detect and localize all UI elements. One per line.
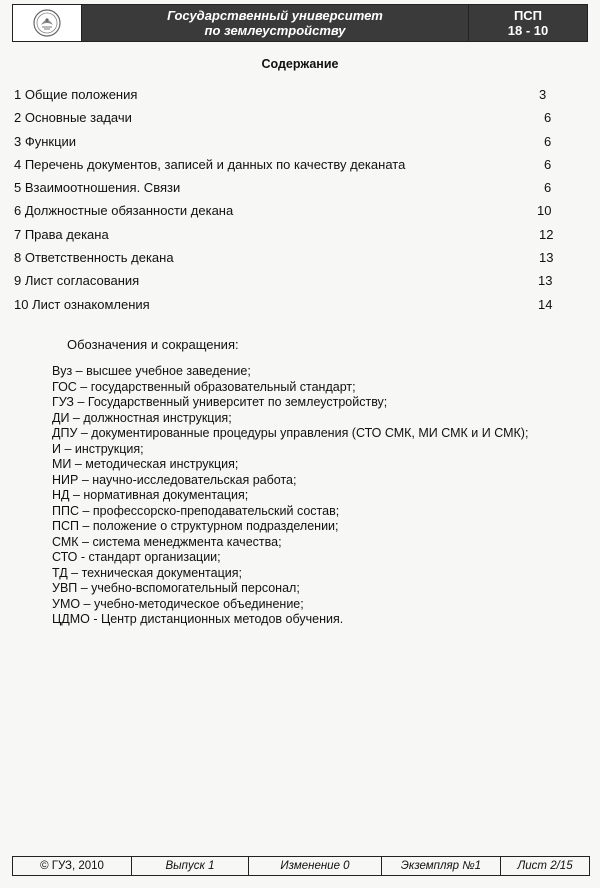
university-seal-icon bbox=[32, 8, 62, 38]
toc-item-page: 3 bbox=[539, 87, 547, 102]
abbreviation-item: ТД – техническая документация; bbox=[52, 565, 242, 580]
document-code-line1: ПСП bbox=[513, 8, 543, 23]
footer-sheet: Лист 2/15 bbox=[517, 860, 573, 872]
abbreviation-item: УВП – учебно-вспомогательный персонал; bbox=[52, 581, 300, 595]
abbreviation-item: МИ – методическая инструкция; bbox=[52, 457, 239, 471]
toc-item bbox=[14, 272, 574, 295]
document-code-line2: 18 - 10 bbox=[507, 23, 549, 38]
footer-issue: Выпуск 1 bbox=[132, 857, 249, 875]
abbreviation-item: ДПУ – документированные процедуры управления (СТО СМК, МИ СМК и И СМК); bbox=[52, 426, 529, 440]
emblem-cell bbox=[13, 5, 82, 41]
abbreviation-item: СТО - стандарт организации; bbox=[52, 550, 221, 564]
toc-item-title: 8 Ответственность декана bbox=[14, 250, 174, 266]
university-title-line1: Государственный университет bbox=[167, 8, 383, 23]
toc-item bbox=[14, 296, 574, 319]
toc-item bbox=[14, 109, 574, 132]
toc-item-page: 12 bbox=[539, 226, 554, 242]
toc-item bbox=[14, 226, 574, 249]
toc-item bbox=[14, 202, 574, 225]
toc-item-page: 6 bbox=[544, 133, 552, 149]
toc-item bbox=[14, 156, 574, 179]
page-title: Содержание bbox=[261, 57, 339, 71]
footer-copyright: © ГУЗ, 2010 bbox=[13, 857, 132, 875]
toc-item-title: 1 Общие положения bbox=[14, 87, 138, 102]
abbreviation-item: СМК – система менеджмента качества; bbox=[52, 534, 282, 549]
abbreviation-item: ППС – профессорско-преподавательский состав; bbox=[52, 503, 340, 518]
document-footer bbox=[12, 856, 590, 876]
abbreviation-item: ПСП – положение о структурном подразделении; bbox=[52, 519, 339, 533]
toc-item-title: 4 Перечень документов, записей и данных по качеству деканата bbox=[14, 156, 406, 172]
toc-item-title: 9 Лист согласования bbox=[14, 273, 140, 289]
abbreviation-item: НД – нормативная документация; bbox=[52, 488, 249, 502]
abbreviation-item: УМО – учебно-методическое объединение; bbox=[52, 596, 304, 611]
abbreviation-item: ГОС – государственный образовательный стандарт; bbox=[52, 379, 356, 394]
toc-item-page: 6 bbox=[544, 110, 552, 126]
toc-item bbox=[14, 179, 574, 202]
toc-item-title: 5 Взаимоотношения. Связи bbox=[14, 180, 181, 196]
footer-copy-number: Экземпляр №1 bbox=[382, 857, 501, 875]
abbreviations-list bbox=[52, 364, 592, 628]
document-code bbox=[469, 5, 587, 41]
toc-item bbox=[14, 249, 574, 272]
toc-item-title: 7 Права декана bbox=[14, 226, 109, 242]
table-of-contents bbox=[14, 86, 574, 319]
toc-item-page: 6 bbox=[544, 180, 552, 196]
footer-change: Изменение 0 bbox=[249, 857, 382, 875]
toc-item-page: 6 bbox=[544, 156, 552, 172]
toc-item bbox=[14, 86, 574, 109]
abbreviations-heading: Обозначения и сокращения: bbox=[67, 337, 239, 352]
toc-item-title: 2 Основные задачи bbox=[14, 110, 132, 126]
abbreviation-item: ЦДМО - Центр дистанционных методов обучения. bbox=[52, 612, 344, 626]
abbreviation-item: ДИ – должностная инструкция; bbox=[52, 410, 232, 425]
abbreviation-item: НИР – научно-исследовательская работа; bbox=[52, 472, 297, 487]
abbreviation-item: И – инструкция; bbox=[52, 441, 144, 456]
university-title bbox=[82, 5, 469, 41]
abbreviation-item: Вуз – высшее учебное заведение; bbox=[52, 364, 251, 378]
toc-item-page: 10 bbox=[537, 203, 552, 219]
toc-item-title: 10 Лист ознакомления bbox=[14, 296, 150, 312]
toc-item-page: 14 bbox=[538, 296, 553, 312]
university-title-line2: по землеустройству bbox=[204, 23, 346, 38]
toc-item-page: 13 bbox=[539, 250, 554, 266]
toc-item bbox=[14, 133, 574, 156]
toc-item-title: 6 Должностные обязанности декана bbox=[14, 203, 234, 219]
toc-item-title: 3 Функции bbox=[14, 133, 77, 149]
document-header bbox=[12, 4, 588, 42]
abbreviation-item: ГУЗ – Государственный университет по землеустройству; bbox=[52, 395, 388, 409]
toc-item-page: 13 bbox=[538, 273, 553, 289]
